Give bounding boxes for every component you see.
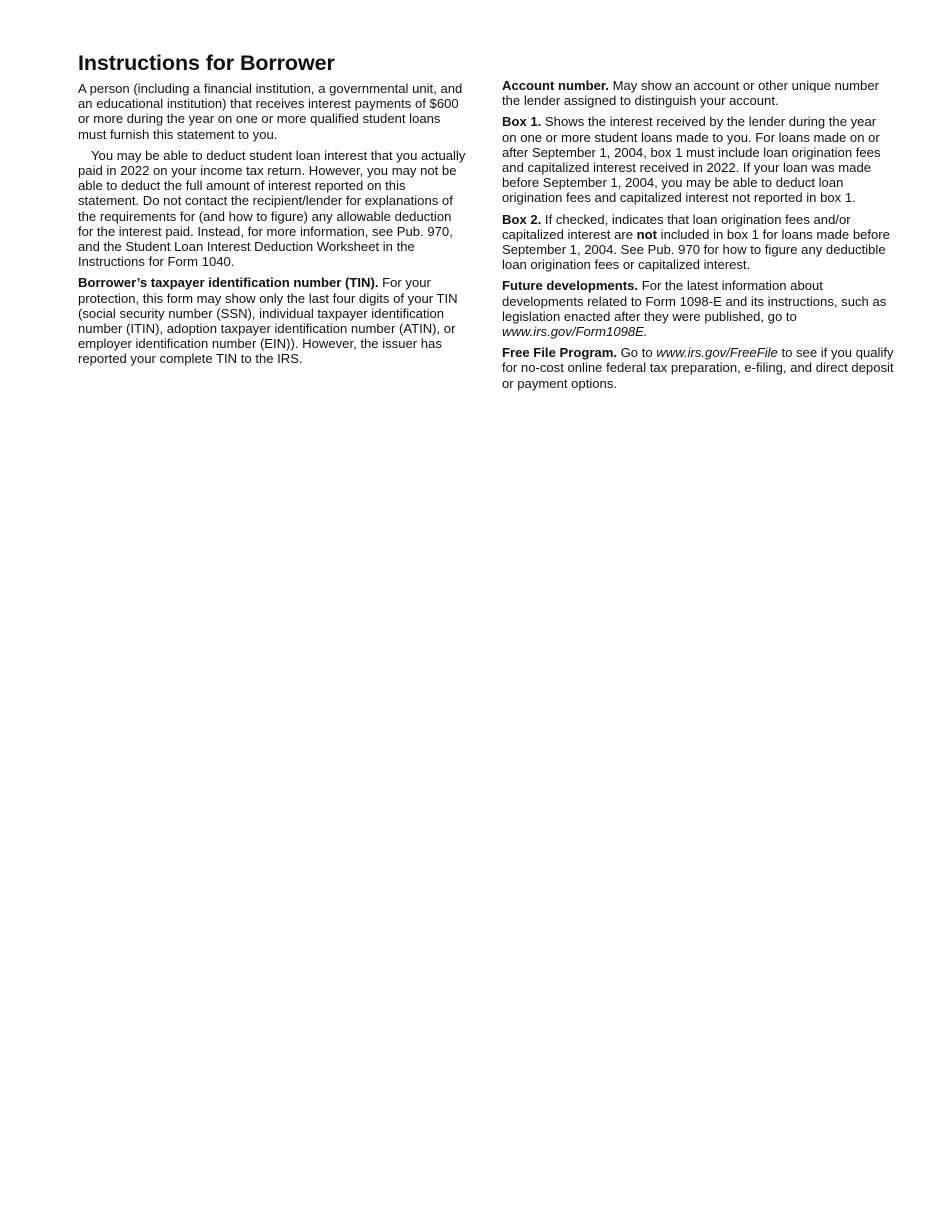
tin-heading: Borrower’s taxpayer identification number (TIN). [78, 275, 379, 291]
page-title: Instructions for Borrower [78, 51, 335, 75]
box2-heading: Box 2. [502, 211, 542, 227]
form1098e-link[interactable]: www.irs.gov/Form1098E. [502, 324, 648, 340]
left-column [78, 81, 470, 373]
free-file-text-after: to see if you qualify for no-cost online federal tax preparation, e-filing, and direct deposit or payment options. [502, 345, 894, 391]
free-file-paragraph [502, 345, 894, 391]
intro-paragraph: A person (including a financial institution, a governmental unit, and an educational institution) that receives interest payments of $600 or more during the year on one or more qualified student loans must furnish this statement to you. [78, 81, 463, 142]
box1-paragraph [502, 114, 894, 205]
box2-paragraph [502, 212, 894, 273]
box2-text-before: If checked, indicates that loan origination fees and/or capitalized interest are [502, 211, 851, 242]
future-developments-paragraph [502, 278, 894, 339]
future-text: For the latest information about developments related to Form 1098-E and its instructions, such as legislation enacted after they were published, go to [502, 278, 887, 324]
freefile-link[interactable]: www.irs.gov/FreeFile [656, 345, 778, 361]
account-paragraph [502, 78, 894, 108]
tin-paragraph [78, 275, 470, 366]
box1-heading: Box 1. [502, 114, 542, 130]
deduction-paragraph: You may be able to deduct student loan interest that you actually paid in 2022 on your income tax return. However, you may not be able to deduct the full amount of interest reported on this statement. Do not contact the recipient/lender for explanations of the requirements for (and how to figure) any allowable deduction for the interest paid. Instead, for more information, see Pub. 970, and the Student Loan Interest Deduction Worksheet in the Instructions for Form 1040. [78, 147, 466, 270]
account-text: May show an account or other unique number the lender assigned to distinguish your account. [502, 78, 879, 109]
box1-text: Shows the interest received by the lender during the year on one or more student loans made to you. For loans made on or after September 1, 2004, box 1 must include loan origination fees and capitalized interest received in 2022. If your loan was made before September 1, 2004, you may be able to deduct loan origination fees and capitalized interest not reported in box 1. [502, 114, 881, 206]
account-heading: Account number. [502, 78, 609, 93]
box2-text-after: included in box 1 for loans made before September 1, 2004. See Pub. 970 for how to figure any deductible loan origination fees or capitalized interest. [502, 226, 890, 273]
right-column [502, 78, 894, 397]
future-heading: Future developments. [502, 278, 639, 294]
box2-emphasis: not [636, 226, 658, 242]
free-file-heading: Free File Program. [502, 345, 617, 361]
free-file-text-before: Go to [616, 345, 657, 361]
tin-text: For your protection, this form may show only the last four digits of your TIN (social security number (SSN), individual taxpayer identification number (ITIN), adoption taxpayer identification number (ATIN), or employer identification number (EIN)). However, the issuer has reported your complete TIN to the IRS. [78, 275, 458, 367]
